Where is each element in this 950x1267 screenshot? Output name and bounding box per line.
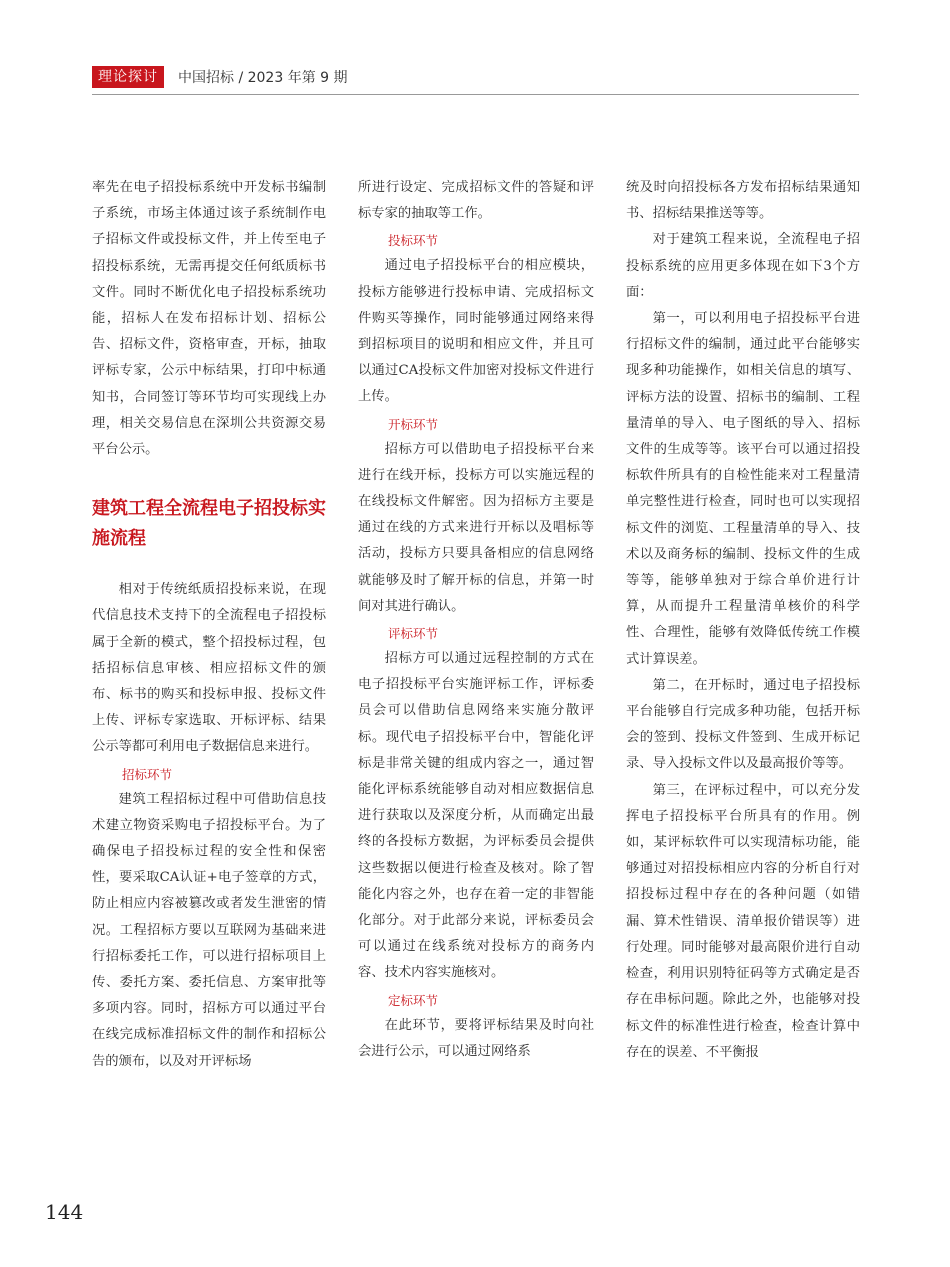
paragraph: 第一，可以利用电子招投标平台进行招标文件的编制，通过此平台能够实现多种功能操作，如相关信息的填写、评标方法的设置、招标书的编制、工程量清单的导入、电子图纸的导入、招标文件的生成等等。该平台可以通过招投标软件所具有的自检性能来对工程量清单完整性进行检查，同时也可以实现招标文件的浏览、工程量清单的导入、技术以及商务标的编制、投标文件的生成等等，能够单独对于综合单价进行计算，从而提升工程量清单核价的科学性、合理性，能够有效降低传统工作模式计算误差。 — [626, 311, 860, 667]
subheading-award: 定标环节 — [388, 992, 439, 1008]
section-heading: 建筑工程全流程电子招投标实施流程 — [92, 498, 326, 550]
page-number: 144 — [45, 1200, 84, 1224]
column-3 — [626, 175, 860, 1066]
paragraph: 在此环节，要将评标结果及时向社会进行公示，可以通过网络系 — [358, 1017, 594, 1059]
column-1 — [92, 175, 326, 1075]
paragraph: 通过电子招投标平台的相应模块，投标方能够进行投标申请、完成招标文件购买等操作，同时能够通过网络来得到招标项目的说明和相应文件，并且可以通过CA投标文件加密对投标文件进行上传。 — [358, 258, 594, 405]
column-2 — [358, 175, 594, 1065]
subheading-bidding: 招标环节 — [122, 766, 173, 782]
header-divider — [92, 94, 859, 95]
paragraph: 所进行设定、完成招标文件的答疑和评标专家的抽取等工作。 — [358, 180, 594, 222]
page-header — [92, 66, 348, 88]
paragraph: 招标方可以通过远程控制的方式在电子招投标平台实施评标工作，评标委员会可以借助信息网络来实施分散评标。现代电子招投标平台中，智能化评标是非常关键的组成内容之一，通过智能化评标系统能够自动对相应数据信息进行获取以及深度分析，从而确定出最终的各投标方数据，为评标委员会提供这些数据以便进行检查及核对。除了智能化内容之外，也存在着一定的非智能化部分。对于此部分来说，评标委员会可以通过在线系统对投标方的商务内容、技术内容实施核对。 — [358, 651, 594, 981]
journal-title: 中国招标 / 2023 年第 9 期 — [178, 70, 348, 86]
paragraph: 第二，在开标时，通过电子招投标平台能够自行完成多种功能，包括开标会的签到、投标文件签到、生成开标记录、导入投标文件以及最高报价等等。 — [626, 677, 860, 772]
paragraph: 率先在电子招投标系统中开发标书编制子系统，市场主体通过该子系统制作电子招标文件或投标文件，并上传至电子招投标系统，无需再提交任何纸质标书文件。同时不断优化电子招投标系统功能，招标人在发布招标计划、招标公告、招标文件，资格审查，开标，抽取评标专家，公示中标结果，打印中标通知书，合同签订等环节均可实现线上办理，相关交易信息在深圳公共资源交易平台公示。 — [92, 180, 326, 458]
subheading-evaluation: 评标环节 — [388, 626, 439, 642]
paragraph: 招标方可以借助电子招投标平台来进行在线开标，投标方可以实施远程的在线投标文件解密。因为招标方主要是通过在线的方式来进行开标以及唱标等活动，投标方只要具备相应的信息网络就能够及时了解开标的信息，并第一时间对其进行确认。 — [358, 441, 594, 614]
paragraph: 第三，在评标过程中，可以充分发挥电子招投标平台所具有的作用。例如，某评标软件可以实现清标功能，能够通过对招投标相应内容的分析自行对招投标过程中存在的各种问题（如错漏、算术性错误、清单报价错误等）进行处理。同时能够对最高限价进行自动检查，利用识别特征码等方式确定是否存在串标问题。除此之外，也能够对投标文件的标准性进行检查，检查计算中存在的误差、不平衡报 — [626, 782, 860, 1060]
paragraph: 相对于传统纸质招投标来说，在现代信息技术支持下的全流程电子招投标属于全新的模式，整个招投标过程，包括招标信息审核、相应招标文件的颁布、标书的购买和投标申报、投标文件上传、评标专家选取、开标评标、结果公示等都可利用电子数据信息来进行。 — [92, 582, 326, 755]
subheading-opening: 开标环节 — [388, 416, 439, 432]
paragraph: 建筑工程招标过程中可借助信息技术建立物资采购电子招投标平台。为了确保电子招投标过程的安全性和保密性，要采取CA认证+电子签章的方式，防止相应内容被篡改或者发生泄密的情况。工程招标方要以互联网为基础来进行招标委托工作，可以进行招标项目上传、委托方案、委托信息、方案审批等多项内容。同时，招标方可以通过平台在线完成标准招标文件的制作和招标公告的颁布，以及对开评标场 — [92, 791, 326, 1069]
section-tag: 理论探讨 — [92, 66, 164, 88]
subheading-tender: 投标环节 — [388, 233, 439, 249]
paragraph: 对于建筑工程来说，全流程电子招投标系统的应用更多体现在如下3个方面： — [626, 232, 860, 300]
paragraph: 统及时向招投标各方发布招标结果通知书、招标结果推送等等。 — [626, 180, 860, 222]
